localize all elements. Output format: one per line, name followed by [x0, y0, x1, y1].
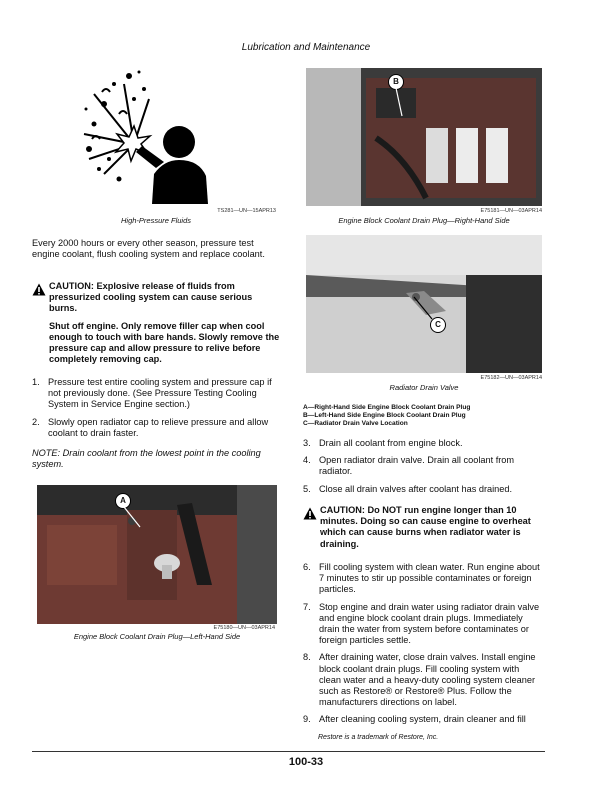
- warning-icon: [303, 507, 317, 520]
- step-text: After cleaning cooling system, drain cleaner and fill: [319, 714, 526, 725]
- callout-leader: [394, 86, 434, 126]
- step-text: Slowly open radiator cap to relieve pressure and allow coolant to drain faster.: [48, 416, 269, 438]
- legend-item: C—Radiator Drain Valve Location: [303, 420, 408, 428]
- callout-a: A: [115, 493, 131, 509]
- radiator-photo: [306, 235, 542, 373]
- left-plug-photo: [37, 485, 277, 631]
- step-number: 1.: [32, 377, 40, 387]
- note-text: NOTE: Drain coolant from the lowest point in the cooling system.: [32, 448, 261, 470]
- step-number: 3.: [303, 438, 311, 448]
- step-number: 7.: [303, 601, 311, 612]
- step-text: Close all drain valves after coolant has drained.: [319, 483, 513, 494]
- caution-heading: CAUTION: Do NOT run engine longer than 10 minutes. Doing so can cause engine to overheat which can cause burns when radiator water is draining.: [320, 505, 531, 549]
- callout-c: C: [430, 317, 446, 333]
- steps-list-right-a: [303, 438, 543, 501]
- caution-box-2: [303, 505, 543, 550]
- figure-code: E75182—UN—03APR14: [480, 375, 542, 381]
- step-text: Stop engine and drain water using radiator drain valve and engine block coolant drain plugs. Immediately drain the water from system before contaminates or foreign particles settle.: [319, 601, 540, 646]
- legend-item: B—Left-Hand Side Engine Block Coolant Drain Plug: [303, 412, 466, 420]
- list-item: [303, 484, 543, 495]
- step-text: After draining water, close drain valves. Install engine block coolant drain plugs. Fill cooling system with clean water and a heavy-duty cooling system cleaner such as Restore® or Restore® Plus. Follow the manufacturers directions on label.: [319, 652, 536, 708]
- figure-code: E75180—UN—03APR14: [183, 625, 275, 631]
- list-item: [303, 652, 543, 708]
- steps-list-right-b: [303, 562, 543, 732]
- callout-leader: [122, 505, 162, 545]
- list-item: [303, 602, 543, 647]
- list-item: [303, 562, 543, 596]
- step-number: 2.: [32, 416, 40, 427]
- figure-code: E75181—UN—03APR14: [480, 208, 542, 214]
- footer-divider: [32, 751, 545, 752]
- list-item: [32, 377, 282, 411]
- step-number: 5.: [303, 483, 311, 494]
- callout-b: B: [388, 74, 404, 90]
- step-text: Fill cooling system with clean water. Run engine about 7 minutes to stir up possible contaminates or foreign particles.: [319, 562, 540, 595]
- legend-item: A—Right-Hand Side Engine Block Coolant Drain Plug: [303, 404, 471, 411]
- list-item: [32, 417, 282, 439]
- step-text: Drain all coolant from engine block.: [319, 438, 463, 448]
- figure-code: TS281—UN—15APR13: [217, 208, 276, 214]
- callout-leader: [406, 291, 446, 331]
- step-text: Open radiator drain valve. Drain all coolant from radiator.: [319, 455, 515, 477]
- high-pressure-fluids-illustration: [74, 64, 214, 204]
- list-item: [303, 714, 543, 725]
- step-number: 6.: [303, 562, 311, 572]
- caution-heading: CAUTION: Explosive release of fluids from pressurized cooling system can cause serious burns.: [49, 281, 253, 314]
- figure-caption: Radiator Drain Valve: [389, 383, 459, 392]
- steps-list-left: [32, 377, 282, 445]
- figure-caption: Engine Block Coolant Drain Plug—Left-Hand Side: [73, 632, 241, 641]
- step-number: 8.: [303, 652, 311, 663]
- page-header: Lubrication and Maintenance: [241, 42, 371, 53]
- caution-box-1: [32, 281, 282, 365]
- figure-caption: Engine Block Coolant Drain Plug—Right-Hand Side: [338, 216, 510, 225]
- warning-icon: [32, 283, 46, 296]
- intro-paragraph: Every 2000 hours or every other season, pressure test engine coolant, flush cooling system and replace coolant.: [32, 238, 265, 260]
- step-number: 9.: [303, 714, 311, 725]
- page-number: 100-33: [288, 756, 324, 768]
- caution-body: Shut off engine. Only remove filler cap when cool enough to touch with bare hands. Slowly remove the pressure cap and allow pressure to relive before completely removing cap.: [49, 320, 280, 365]
- step-text: Pressure test entire cooling system and pressure cap if not previously done. (See Pressure Testing Cooling System in Service Engine section.): [48, 377, 272, 410]
- callout-legend: [303, 404, 543, 429]
- right-plug-photo: [306, 68, 542, 206]
- step-number: 4.: [303, 455, 311, 466]
- list-item: [303, 455, 543, 477]
- list-item: [303, 438, 543, 449]
- hp-fluids-figure: [66, 62, 280, 212]
- figure-caption: High-Pressure Fluids: [120, 216, 192, 225]
- trademark-footnote: Restore is a trademark of Restore, Inc.: [318, 734, 439, 741]
